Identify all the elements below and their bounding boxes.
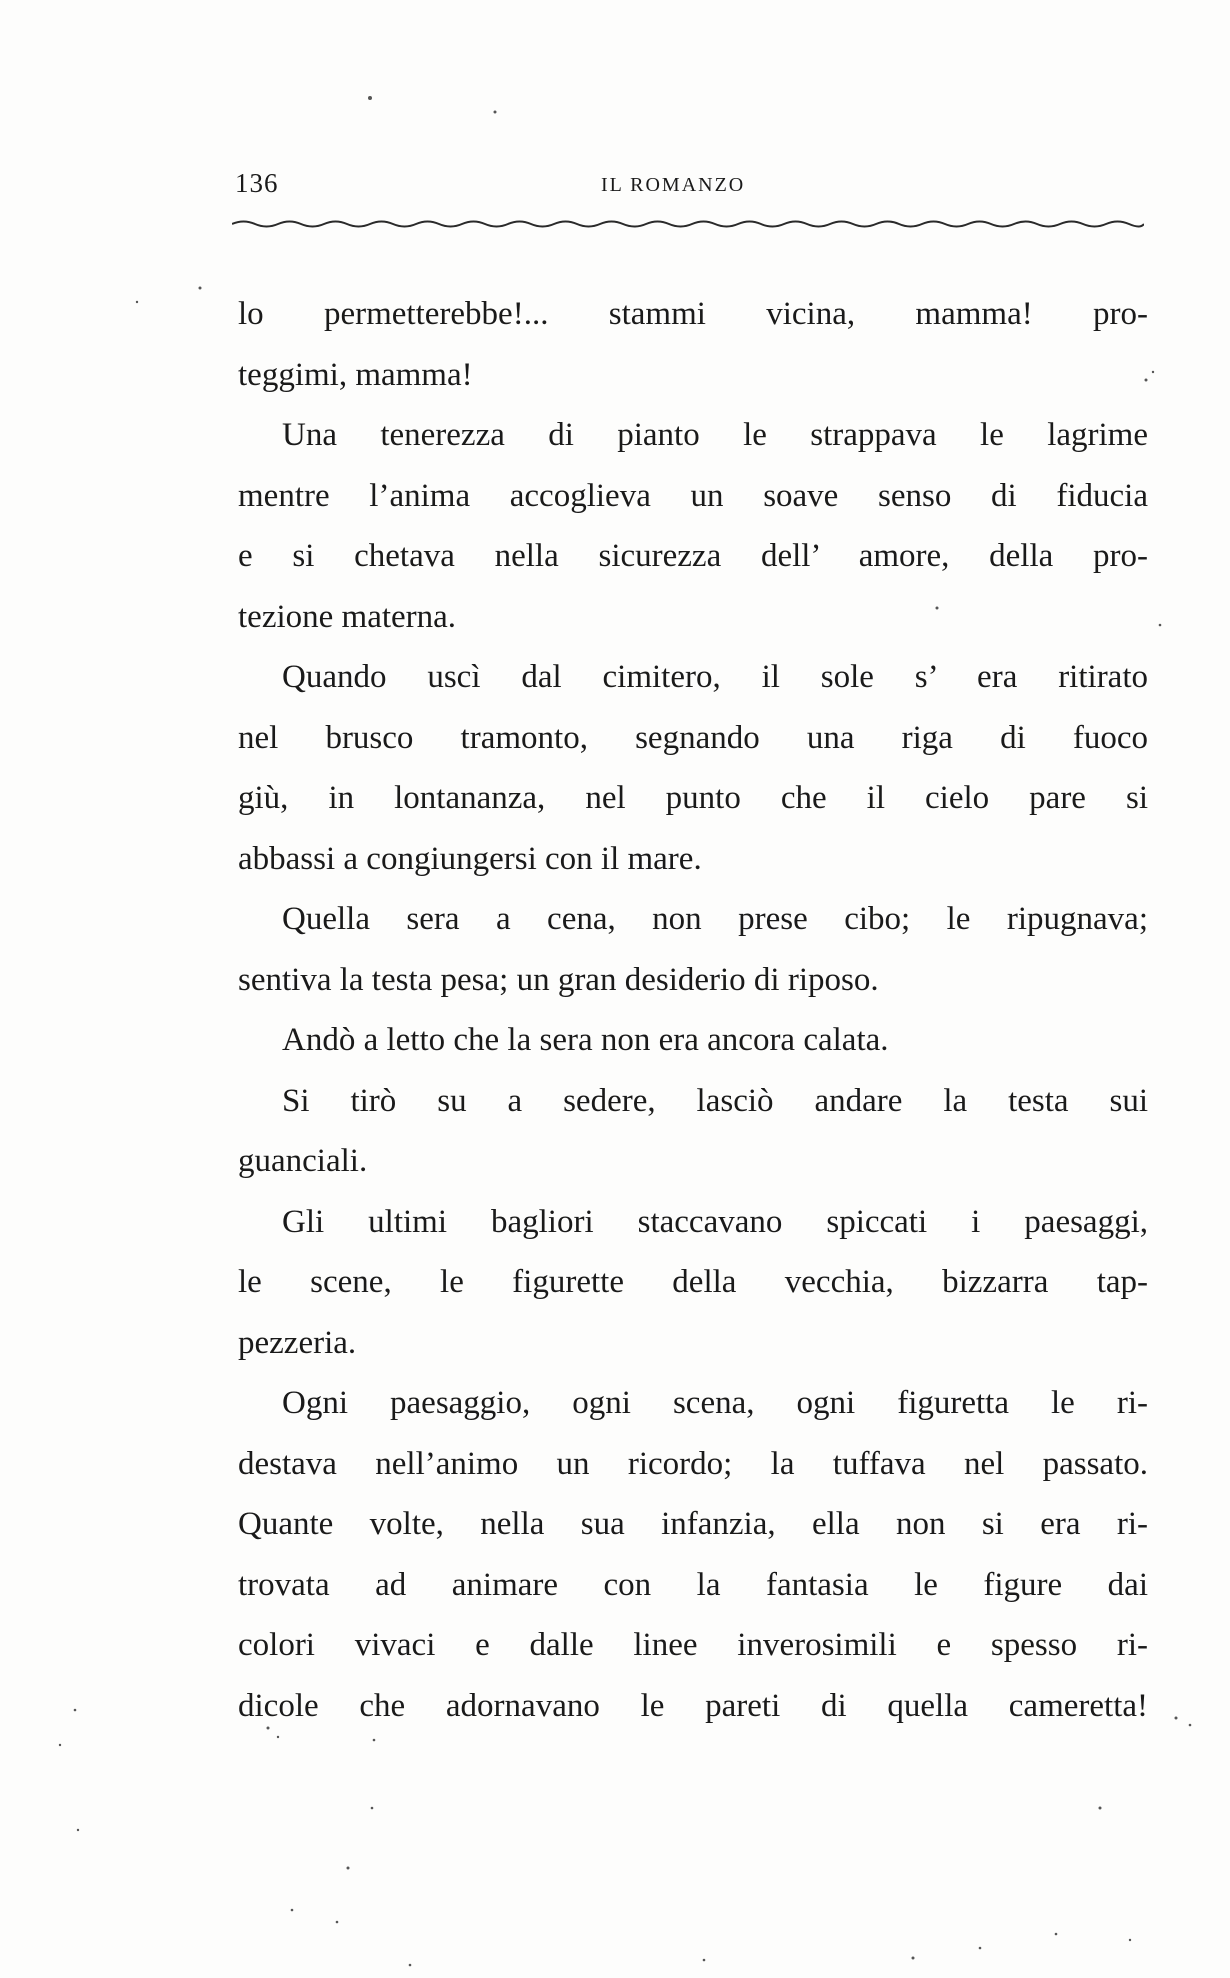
- text-line: destava nell’animo un ricordo; la tuffava nel passato.: [238, 1445, 1148, 1482]
- text-line: Ogni paesaggio, ogni scena, ogni figuretta le ri-: [282, 1385, 1148, 1421]
- text-line: Quante volte, nella sua infanzia, ella non si era ri-: [238, 1506, 1148, 1542]
- text-line: Quella sera a cena, non prese cibo; le ripugnava;: [282, 901, 1148, 937]
- text-line: sentiva la testa pesa; un gran desiderio di riposo.: [238, 961, 879, 998]
- text-line: dicole che adornavano le pareti di quella cameretta!: [238, 1687, 1148, 1724]
- text-line: Una tenerezza di pianto le strappava le lagrime: [282, 417, 1148, 453]
- page-number: 136: [235, 168, 279, 198]
- body-text: [238, 284, 1148, 1736]
- text-line: lo permetterebbe!... stammi vicina, mamma! pro-: [238, 296, 1148, 332]
- page-header: [235, 168, 1150, 208]
- text-line: Quando uscì dal cimitero, il sole s’ era ritirato: [282, 659, 1148, 695]
- running-title: IL ROMANZO: [601, 174, 746, 196]
- text-line: giù, in lontananza, nel punto che il cielo pare si: [238, 780, 1148, 816]
- text-line: guanciali.: [238, 1143, 368, 1179]
- text-line: trovata ad animare con la fantasia le figure dai: [238, 1566, 1148, 1603]
- text-line: tezione materna.: [238, 598, 457, 635]
- text-line: e si chetava nella sicurezza dell’ amore, della pro-: [238, 538, 1148, 574]
- text-line: Andò a letto che la sera non era ancora calata.: [282, 1022, 889, 1058]
- text-line: mentre l’anima accoglieva un soave senso di fiducia: [238, 477, 1148, 514]
- text-line: colori vivaci e dalle linee inverosimili e spesso ri-: [238, 1627, 1148, 1663]
- text-line: Si tirò su a sedere, lasciò andare la testa sui: [282, 1082, 1148, 1119]
- text-line: Gli ultimi bagliori staccavano spiccati i paesaggi,: [282, 1203, 1148, 1240]
- text-line: nel brusco tramonto, segnando una riga di fuoco: [238, 719, 1148, 756]
- text-line: teggimi, mamma!: [238, 356, 473, 393]
- text-line: pezzeria.: [238, 1324, 357, 1361]
- text-line: abbassi a congiungersi con il mare.: [238, 840, 702, 877]
- text-line: le scene, le figurette della vecchia, bizzarra tap-: [238, 1264, 1148, 1300]
- wavy-rule-ornament: [232, 212, 1144, 236]
